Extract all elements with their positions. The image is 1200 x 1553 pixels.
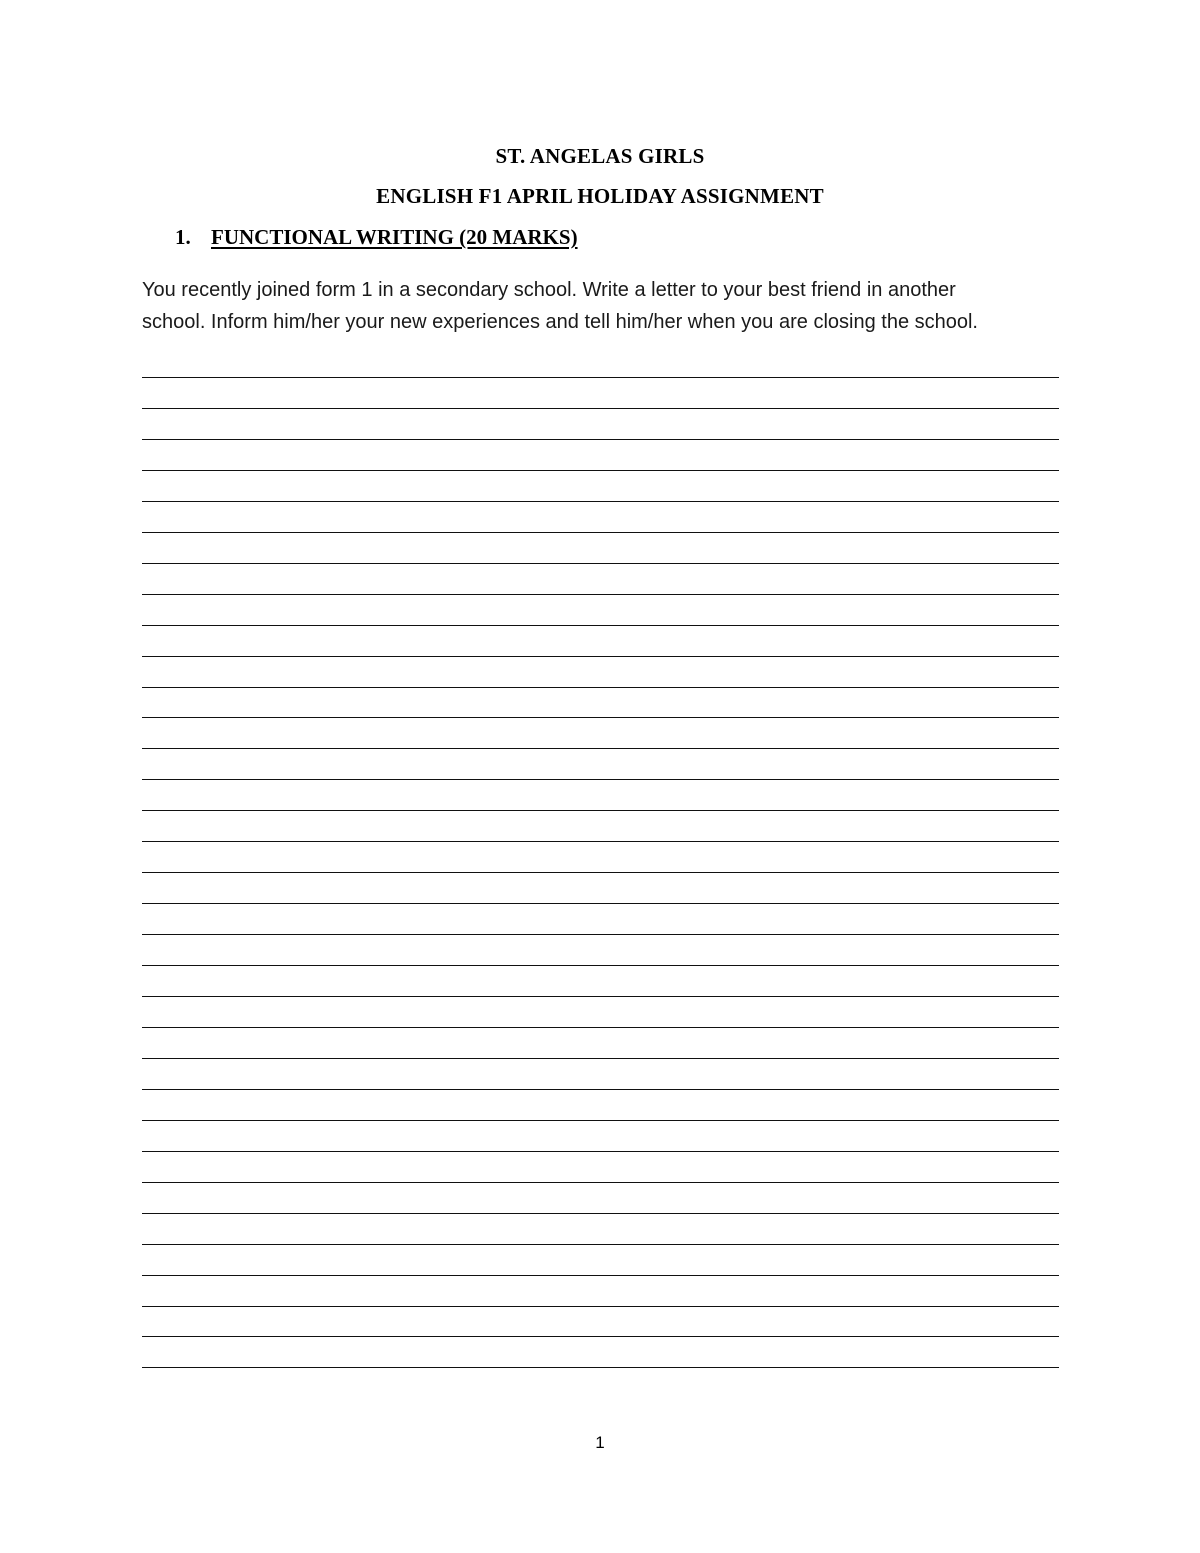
instructions-line-2: school. Inform him/her your new experiences and tell him/her when you are closing the school. [142, 311, 978, 333]
answer-line [142, 1089, 1059, 1090]
answer-line [142, 687, 1059, 688]
answer-line [142, 439, 1059, 440]
answer-line [142, 1182, 1059, 1183]
question-instructions [142, 274, 1072, 338]
answer-line [142, 625, 1059, 626]
answer-line [142, 1367, 1059, 1368]
answer-line [142, 532, 1059, 533]
answer-line [142, 717, 1059, 718]
answer-line [142, 1336, 1059, 1337]
school-name: ST. ANGELAS GIRLS [495, 144, 705, 168]
answer-line [142, 377, 1059, 378]
page-number: 1 [595, 1433, 605, 1452]
answer-line [142, 563, 1059, 564]
answer-line [142, 748, 1059, 749]
answer-line [142, 1058, 1059, 1059]
answer-line [142, 903, 1059, 904]
section-number: 1. [175, 225, 191, 249]
answer-line [142, 594, 1059, 595]
answer-line [142, 470, 1059, 471]
assignment-title: ENGLISH F1 APRIL HOLIDAY ASSIGNMENT [376, 184, 824, 208]
section-heading [175, 225, 578, 250]
section-title: FUNCTIONAL WRITING (20 MARKS) [211, 225, 578, 249]
answer-line [142, 1275, 1059, 1276]
answer-line [142, 408, 1059, 409]
answer-line [142, 656, 1059, 657]
answer-line [142, 965, 1059, 966]
answer-line [142, 841, 1059, 842]
answer-line [142, 1027, 1059, 1028]
answer-line [142, 1120, 1059, 1121]
answer-line [142, 501, 1059, 502]
answer-line [142, 934, 1059, 935]
answer-line [142, 872, 1059, 873]
instructions-line-1: You recently joined form 1 in a secondary school. Write a letter to your best friend in another [142, 279, 956, 301]
answer-line [142, 1151, 1059, 1152]
answer-line [142, 779, 1059, 780]
answer-line [142, 1213, 1059, 1214]
answer-line [142, 996, 1059, 997]
answer-line [142, 1306, 1059, 1307]
answer-lines [142, 360, 1059, 1380]
answer-line [142, 810, 1059, 811]
answer-line [142, 1244, 1059, 1245]
